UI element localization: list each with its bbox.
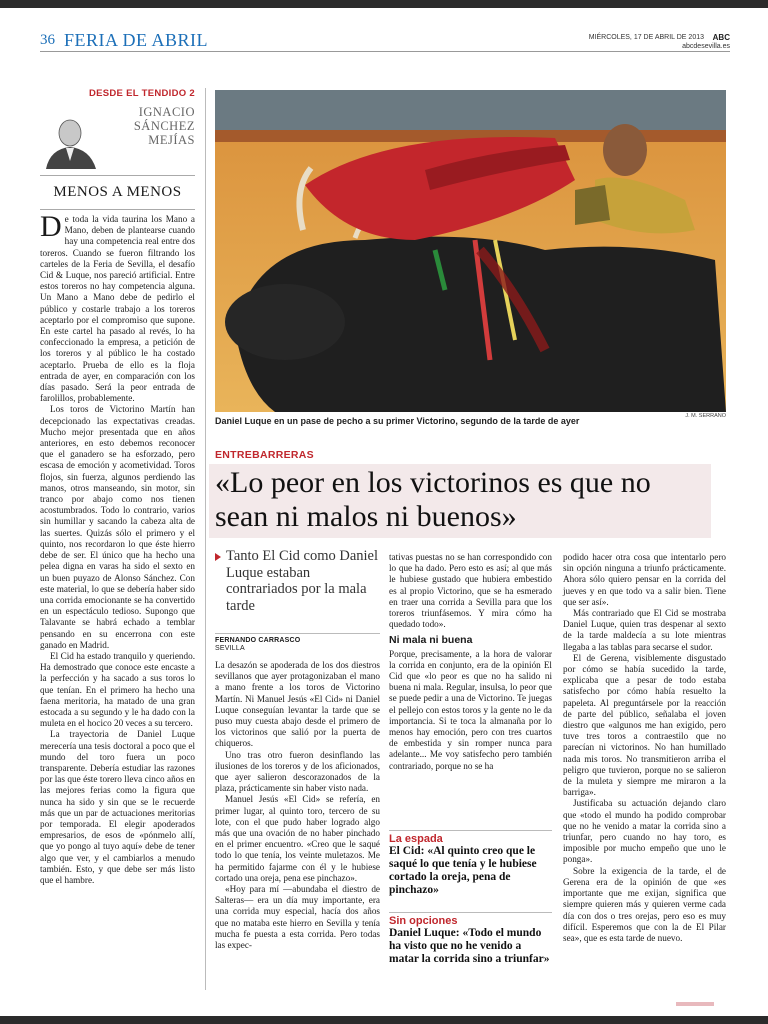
subhead: Ni mala ni buena xyxy=(389,634,473,647)
page-number: 36 xyxy=(40,32,55,48)
opinion-column xyxy=(40,88,195,886)
drop-cap: D xyxy=(40,210,62,243)
bottom-border xyxy=(0,1016,768,1024)
triangle-bullet-icon xyxy=(215,553,221,561)
article-column-2 xyxy=(389,552,552,772)
column-body xyxy=(40,210,195,886)
paragraph: La trayectoria de Daniel Luque merecería una tesis doctoral a poco que el mundo del toro fuera un poco transparente. Debería estudiar las razones por las que éste torero lleva cinco años en las mejores ferias como la figura que nunca ha sido y sin que se le recuerde más que un par de actuaciones meritorias por temporada. El elegir apoderados empresarios, de esos de «pónmelo allí, que yo pongo al tuyo aquí» debe de tener algo que ver, y el cambiarlos a menudo también. Esto, y que debe ser más listo que el hambre. xyxy=(40,729,195,885)
quote-box-title: La espada xyxy=(389,830,552,845)
paragraph: tativas puestas no se han correspondido con lo que ha dado. Pero esto es así; al que más le hubiese gustado que hubiera embestido es al propio Victorino, que se ha esmerado en traer una corrida a Sevilla para que los toreros triunfásemos. Y mira cómo ha quedado todo». xyxy=(389,552,552,630)
paragraph: El de Gerena, visiblemente disgustado por cómo se había sucedido la tarde, explicaba que a pesar de todo estaba satisfecho por cómo había resuelto la papeleta. Al preguntársele por la reacción de parte del público, señalaba el joven diestro que «algunos me han exigido, pero tuve tres toros a contraestilo que no parecían ni victorinos. No han humillado nada mis toros. No transmitieron arriba el peligro que tuvieron, porque no se salieron de la muleta y siempre me miraron a la barriga». xyxy=(563,652,726,798)
column-kicker: DESDE EL TENDIDO 2 xyxy=(88,88,195,99)
paragraph: podido hacer otra cosa que intentarlo pero sin opción ninguna a triunfo prácticamente. Ahora sólo quiero pensar en la corrida del jueves y en que todo va a salir bien. Tiene que ser así». xyxy=(563,552,726,607)
paragraph-text: e toda la vida taurina los Mano a Mano, deben de plantearse cuando hay una competencia real entre dos toreros. Cuando se fueron filtrando los carteles de la Feria de Sevilla, el desafío Cid & Luque, nos pareció artificial. Entre estos toreros no hay competencia alguna. Un Mano a Mano debe de pedirlo el público y costarle trabajo a los toreros aceptarlo por el compromiso que supone. En este cartel ha pasado al revés, lo ha confeccionado la empresa, a petición de los toreros y al público le ha costado aceptarlo. Prueba de ello es la floja entrada de ayer, en comparación con los días pasado. Será la peor entrada de farolillos, probablemente. xyxy=(40,214,195,404)
paragraph: El Cid ha estado tranquilo y queriendo. Ha demostrado que conoce este encaste a la perfección y ha sacado a sus toros lo que tenían. En el primero ha hecho una faena meritoria, ha matado de una gran estocada a su segundo y le ha dado con la muleta en el hocico 20 veces a su tercero. xyxy=(40,650,195,729)
divider xyxy=(40,209,195,210)
lead-text xyxy=(215,548,380,614)
issue-date: MIÉRCOLES, 17 DE ABRIL DE 2013 xyxy=(588,34,704,41)
lead-sentence: Tanto El Cid como Daniel Luque estaban contrariados por la mala tarde xyxy=(226,548,379,614)
quote-box-title: Sin opciones xyxy=(389,912,552,927)
quote-box-options xyxy=(389,912,552,966)
quote-box-text: El Cid: «Al quinto creo que le saqué lo que tenía y le hubiese cortado la oreja, pena de pinchazo» xyxy=(389,845,537,896)
paper-name: ABC xyxy=(712,33,730,42)
byline xyxy=(215,633,380,652)
byline-author: FERNANDO CARRASCO xyxy=(215,637,301,644)
end-mark xyxy=(676,1002,714,1006)
section-title: FERIA DE ABRIL xyxy=(64,30,209,50)
author-name xyxy=(134,105,195,147)
bullfight-photo xyxy=(215,90,726,412)
article-kicker: ENTREBARRERAS xyxy=(215,449,314,461)
article-lead xyxy=(215,548,380,614)
photo-credit: J. M. SERRANO xyxy=(685,413,726,419)
paragraph xyxy=(40,210,195,404)
paragraph: Manuel Jesús «El Cid» se refería, en primer lugar, al quinto toro, tercero de su lote, con el que pudo haber logrado algo más que una ovación de no haber pinchado en el primer encuentro. «Creo que le saqué todo lo que tenía, los veinte muletazos. Me ha permitido fajarme con él y le hubiese cortado una oreja, pena ese pinchazo». xyxy=(215,794,380,883)
column-divider xyxy=(205,88,206,990)
paragraph: Los toros de Victorino Martín han decepcionado las expectativas creadas. Mucho mejor presentada que en años anteriores, en esto debemos reconocer que el ganadero se ha esforzado, pero escasa de emoción y acometividad. Toros flojos, sin fuerza, algunos perdiendo las manos, otros manseando, sin motor, sin tranco por abajo como nos tienen acostumbrados. Todo lo contrario, varios sin humillar y sacando la cabeza alta de las suertes. Quizás sólo el primero y el quinto, nos recordaron lo que éste hierro debe de ser. El único que ha hecho una pelea digna en varas ha sido el sexto en un buen puyazo de Alonso Sánchez. Con este material, lo que se debería haber sido una corrida emocionante se ha convertido en un espectáculo tedioso. Supongo que Talavante se habrá echado a temblar pensando en su encerrona con este ganado en Madrid. xyxy=(40,404,195,650)
photo-caption: Daniel Luque en un pase de pecho a su primer Victorino, segundo de la tarde de ayer xyxy=(215,416,580,426)
author-portrait xyxy=(42,111,102,169)
paragraph: Sobre la exigencia de la tarde, el de Gerena era de la opinión de que «es importante que me exijan, significa que siempre quieren más y quieren verme cada día con dos o tres orejas, pero eso es muy difícil. Esperemos que con la de El Pilar sea», que es esta tarde de nuevo. xyxy=(563,865,726,943)
author-line: SÁNCHEZ xyxy=(133,119,195,133)
article-headline: «Lo peor en los victorinos es que no sean ni malos ni buenos» xyxy=(209,464,711,538)
author-line: MEJÍAS xyxy=(148,133,195,147)
paragraph: Porque, precisamente, a la hora de valorar la corrida en conjunto, era de la opinión El Cid que «lo peor es que no ha salido ni buena ni mala. Regular, insulsa, lo peor que se puede pedir a una de Victorino. Te juegas el pellejo con estos toros y la gente no le da importancia. Si te toca la almanaña por lo menos hay emoción, pero con tres cuartos de embestida y sin romper nunca para adelante... Me voy satisfecho pero también contrariado, porque no se ha xyxy=(389,648,552,771)
paragraph: Uno tras otro fueron desinflando las ilusiones de los toreros y de los aficionados, que ayer salieron descorazonados de la plaza, prácticamente sin haber visto nada. xyxy=(215,749,380,794)
page-header xyxy=(40,26,730,52)
quote-box-sword xyxy=(389,830,552,897)
website: abcdesevilla.es xyxy=(682,43,730,50)
byline-city: SEVILLA xyxy=(215,645,245,652)
article-column-3 xyxy=(563,552,726,944)
quote-box-text: Daniel Luque: «Todo el mundo ha visto que no he venido a matar la corrida sino a triunfar» xyxy=(389,927,550,965)
author-line: IGNACIO xyxy=(138,105,195,119)
paragraph: La desazón se apoderada de los dos diestros sevillanos que ayer protagonizaban el mano a mano frente a los toros de Victorino Martín. Ni Manuel Jesús «El Cid» ni Daniel Luque conseguían levantar la tarde que se puso muy cuesta abajo desde el primero de los victorinos que salió por la puerta de chiqueros. xyxy=(215,660,380,749)
paragraph: Justificaba su actuación dejando claro que «todo el mundo ha podido comprobar que no he venido a matar la corrida sino a triunfar, pero cuando no hay toro, es imposible por mucho empeño que uno le ponga». xyxy=(563,798,726,865)
paragraph: «Hoy para mí —abundaba el diestro de Salteras— era un día muy importante, era una corrida muy especial, hacía dos años que no mataba este hierro en Sevilla y tenía mucha fe puesta a esta corrida. Pero todas las expec- xyxy=(215,884,380,951)
column-title: MENOS A MENOS xyxy=(53,184,182,200)
author-box xyxy=(40,101,195,173)
top-border xyxy=(0,0,768,8)
paragraph: Más contrariado que El Cid se mostraba Daniel Luque, quien tras despenar al sexto de la tarde maldecía a su lote mientras llegaba a las tablas para secarse el sudor. xyxy=(563,608,726,652)
article-column-1 xyxy=(215,660,380,951)
